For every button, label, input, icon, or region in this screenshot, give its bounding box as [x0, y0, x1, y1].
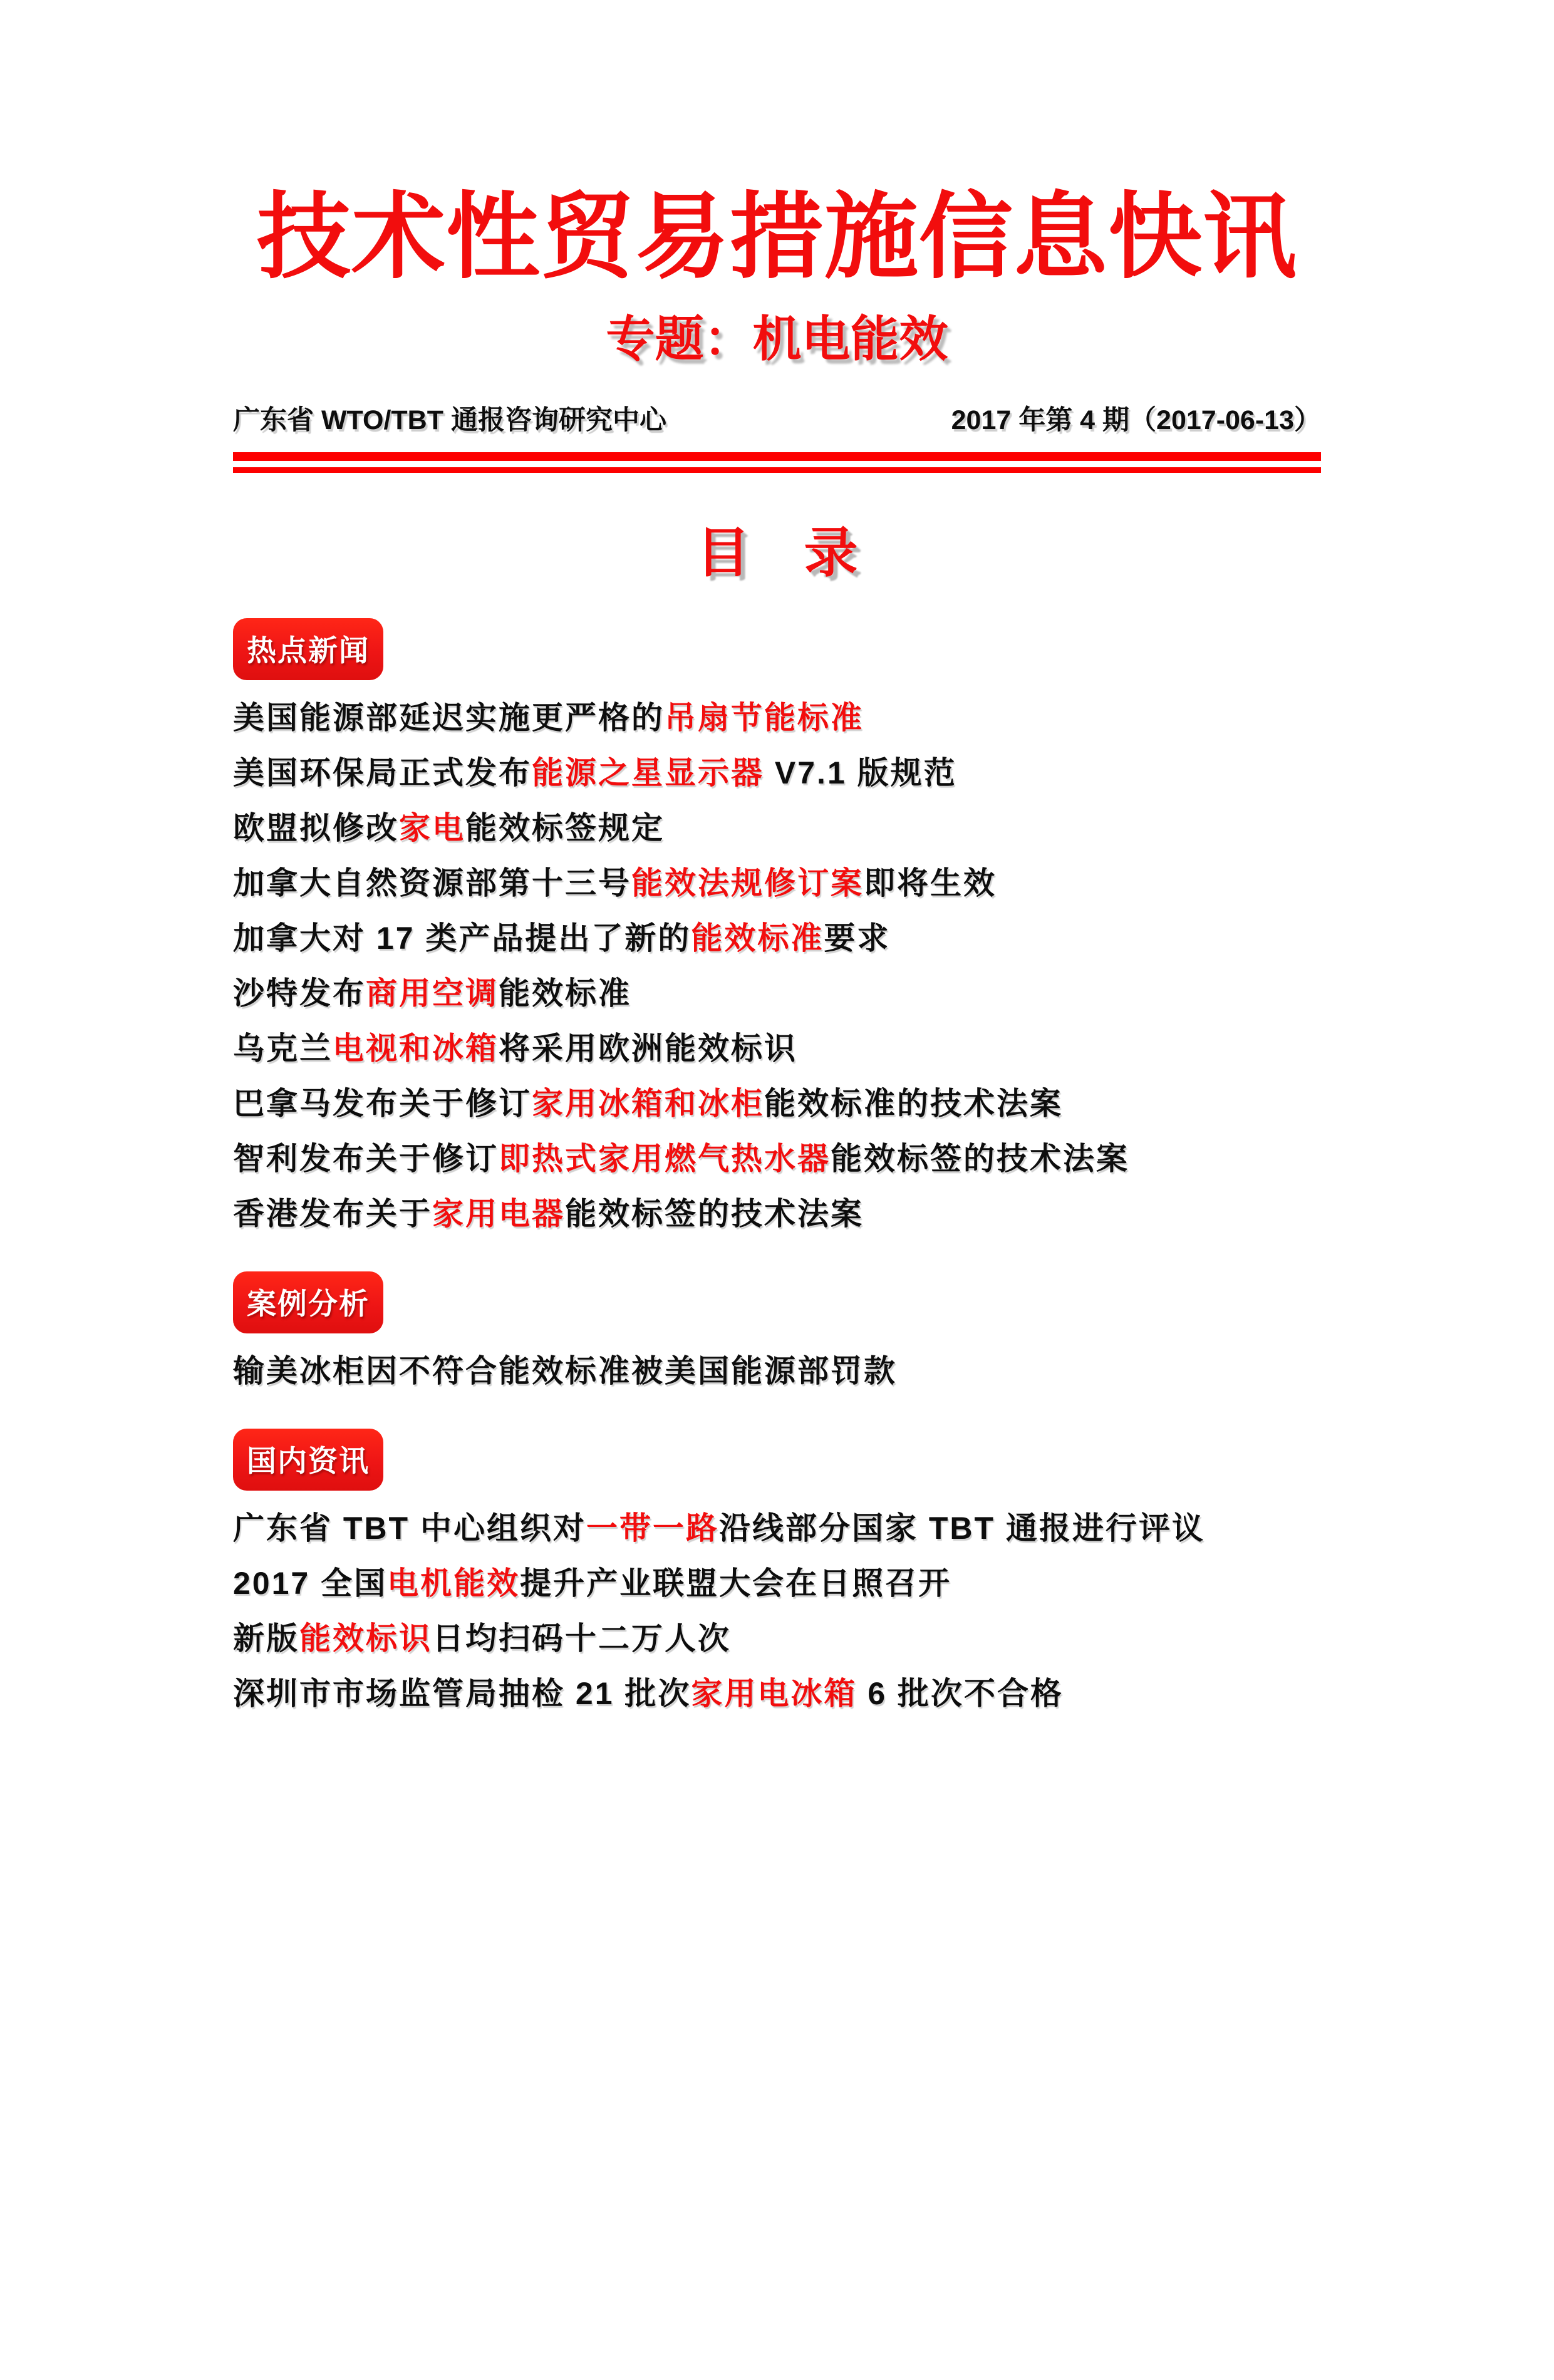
toc-item	[233, 800, 1321, 856]
toc-item-text: 美国环保局正式发布	[233, 755, 532, 790]
toc-item	[233, 1343, 1321, 1399]
issue-info: 2017 年第 4 期（2017-06-13）	[951, 405, 1321, 435]
page-subtitle: 专题：机电能效	[606, 311, 948, 366]
toc-item-highlight: 吊扇节能标准	[665, 700, 864, 735]
toc-item-text: 欧盟拟修改	[233, 810, 399, 846]
toc-item-text: 将采用欧洲能效标识	[499, 1030, 797, 1066]
toc-item	[233, 1131, 1321, 1186]
toc-item-text: 美国能源部延迟实施更严格的	[233, 700, 665, 735]
toc-item	[233, 1501, 1321, 1556]
toc-item-text: 乌克兰	[233, 1030, 333, 1066]
toc-item-text: 沙特发布	[233, 975, 366, 1011]
toc-item-highlight: 能效标准	[691, 920, 824, 956]
toc-item-text: 广东省 TBT 中心组织对	[233, 1510, 586, 1546]
section-badge: 国内资讯	[233, 1429, 383, 1491]
toc-item	[233, 1186, 1321, 1241]
publisher-name: 广东省 WTO/TBT 通报咨询研究中心	[233, 405, 666, 435]
divider-line-thin	[233, 467, 1321, 473]
section-badge: 热点新闻	[233, 618, 383, 680]
toc-item-text: 能效标签的技术法案	[565, 1196, 864, 1231]
toc-item-highlight: 电视和冰箱	[333, 1030, 499, 1066]
toc-item-highlight: 一带一路	[586, 1510, 719, 1546]
toc-item-text: 能效标签规定	[465, 810, 665, 846]
toc-item-highlight: 电机能效	[387, 1565, 521, 1601]
toc-item-text: 加拿大自然资源部第十三号	[233, 865, 631, 901]
toc-item-text: 能效标准的技术法案	[764, 1085, 1063, 1121]
toc-item	[233, 1556, 1321, 1611]
toc-title: 目 录	[696, 522, 858, 583]
toc-item-text: 输美冰柜因不符合能效标准被美国能源部罚款	[233, 1353, 897, 1389]
toc-item-highlight: 能源之星显示器	[532, 755, 764, 790]
toc-item	[233, 690, 1321, 745]
toc-item	[233, 745, 1321, 800]
toc-item-text: 要求	[824, 920, 891, 956]
toc-item-text: 提升产业联盟大会在日照召开	[520, 1565, 952, 1601]
toc-item-text: 新版	[233, 1620, 299, 1656]
toc-item-text: 加拿大对 17 类产品提出了新的	[233, 920, 692, 956]
toc-item-highlight: 家电	[399, 810, 465, 846]
toc-item-text: 能效标签的技术法案	[831, 1141, 1129, 1176]
toc-sections	[233, 587, 1321, 1721]
toc-item	[233, 1076, 1321, 1131]
toc-item-text: 沿线部分国家 TBT 通报进行评议	[718, 1510, 1205, 1546]
toc-item	[233, 966, 1321, 1021]
toc-item	[233, 856, 1321, 911]
issue-header	[233, 399, 1321, 437]
toc-item-text: 即将生效	[864, 865, 997, 901]
toc-item-text: 日均扫码十二万人次	[432, 1620, 731, 1656]
toc-item-highlight: 能效法规修订案	[631, 865, 864, 901]
section-badge: 案例分析	[233, 1271, 383, 1333]
toc-item-text: 6 批次不合格	[857, 1675, 1064, 1711]
toc-item	[233, 1021, 1321, 1076]
divider-line-thick	[233, 452, 1321, 461]
newsletter-page	[0, 183, 1554, 2380]
toc-item-highlight: 能效标识	[299, 1620, 432, 1656]
toc-item-text: 智利发布关于修订	[233, 1141, 499, 1176]
toc-item	[233, 1611, 1321, 1666]
page-title: 技术性贸易措施信息快讯	[256, 184, 1297, 289]
toc-item-text: V7.1 版规范	[764, 755, 957, 790]
toc-item-text: 香港发布关于	[233, 1196, 432, 1231]
toc-item-highlight: 家用电冰箱	[691, 1675, 857, 1711]
toc-item-highlight: 即热式家用燃气热水器	[499, 1141, 831, 1176]
toc-item-highlight: 家用冰箱和冰柜	[532, 1085, 764, 1121]
toc-item-text: 巴拿马发布关于修订	[233, 1085, 532, 1121]
toc-item-highlight: 商用空调	[366, 975, 499, 1011]
toc-item-highlight: 家用电器	[432, 1196, 565, 1231]
toc-item	[233, 911, 1321, 966]
toc-item-text: 深圳市市场监管局抽检 21 批次	[233, 1675, 692, 1711]
toc-item-text: 2017 全国	[233, 1565, 388, 1601]
toc-item-text: 能效标准	[499, 975, 631, 1011]
toc-item	[233, 1666, 1321, 1721]
